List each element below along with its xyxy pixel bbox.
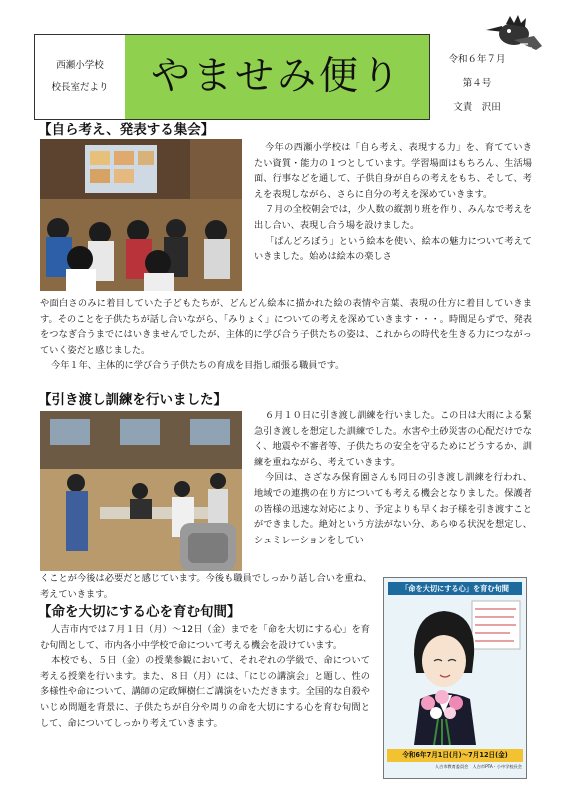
author-credit: 文責 沢田 — [453, 102, 501, 113]
issue-date: 令和６年７月 — [448, 54, 506, 65]
section1-para1: 今年の西瀬小学校は「自ら考え、表現する力」を、育てていきたい資質・能力の１つとしています。学習場面はもちろん、生活場面、行事などを通して、子供自身が自らの考えをもち、そして、考えを表現しながら、さらに自分の考えを深めていきます。 — [254, 142, 532, 200]
newsletter-subtitle: 校長室だより — [51, 82, 109, 93]
section3-para2: 本校でも、５日（金）の授業参観において、それぞれの学級で、命について考える授業を行います。また、８日（月）には、「にじの講演会」と題し、性の多様性や命について、講師の定政輝樹仁ご講演をいただきます。全国的な自殺やいじめ問題を背景に、子供たちが自分や周りの命を大切にする心を育む旬間として、命についてしっかり考えていきます。 — [40, 655, 370, 729]
section2-body-full — [40, 571, 372, 602]
masthead-left — [35, 35, 125, 119]
campaign-poster — [383, 577, 527, 779]
section2-heading: 【引き渡し訓練を行いました】 — [38, 392, 227, 408]
issue-number: 第４号 — [462, 78, 492, 89]
poster-issuers: 人吉市教育委員会 人吉市PTA・小中学校長会 — [434, 764, 522, 769]
section3-para1: 人吉市内では７月１日（月）～12日（金）までを「命を大切にする心」を育む旬間として、市内各小中学校で命について考える機会を設けています。 — [40, 624, 370, 651]
section1-para4: 今年１年、主体的に学び合う子供たちの育成を目指し頑張る職員です。 — [51, 360, 345, 372]
section1-para3a: 「ぱんどろぼう」という絵本を使い、絵本の魅力について考えていきました。始めは絵本の楽しさ — [254, 235, 532, 263]
section1-para2: ７月の全校朝会では，少人数の縦割り班を作り、みんなで考えを出し合い、表現し合う場を設けました。 — [254, 204, 532, 231]
section2-body-right — [254, 408, 532, 548]
section2-para2b: くことが今後は必要だと感じています。今後も職員でしっかり話し合いを重ね、考えていきます。 — [40, 573, 372, 600]
poster-title: 「命を大切にする心」を育む旬間 — [388, 582, 522, 595]
section3-heading: 【命を大切にする心を育む旬間】 — [38, 604, 241, 620]
newsletter-title: やませみ便り — [125, 35, 429, 119]
section2-para1: ６月１０日に引き渡し訓練を行いました。この日は大雨による緊急引き渡しを想定した訓練でした。水害や土砂災害の心配だけでなく、地震や不審者等、子供たちの安全を守るためにどうするか、訓練を重ねながら、考えていきます。 — [254, 410, 532, 468]
masthead-right — [432, 48, 522, 120]
section2-para2a: 今回は、さざなみ保育園さんも同日の引き渡し訓練を行われ、地域での連携の在り方についても考える機会となりました。保護者の皆様の迅速な対応により、予定よりも早くお子様を引き渡すことができました。絶対という方法がない分、あらゆる状況を想定し、シュミレーションをしてい — [254, 472, 532, 546]
evacuation-drill-photo — [40, 411, 242, 571]
section1-heading: 【自ら考え、発表する集会】 — [38, 122, 215, 138]
kingfisher-logo-icon — [484, 14, 546, 58]
section1-body-full — [40, 296, 532, 374]
section1-body-right — [254, 140, 532, 265]
section3-body — [40, 622, 370, 731]
poster-dates: 令和6年7月1日(月)～7月12日(金) — [387, 749, 523, 762]
school-name: 西瀬小学校 — [56, 60, 104, 71]
poster-illustration — [384, 595, 526, 745]
section1-para3b: や面白さのみに着目していた子どもたちが、どんどん絵本に描かれた絵の表情や言葉、表現の仕方に着目していきます。そのことを子供たちが話し合いながら、「みりょく」についての考えを深めていきます・・・。時間足らずで、発表をつなぎ合うまでにはいきませんでしたが、主体的に学び合う子供たちの姿は、これからの時代を生きる力につながっていく姿だと感じました。 — [40, 298, 532, 356]
assembly-photo — [40, 139, 242, 291]
